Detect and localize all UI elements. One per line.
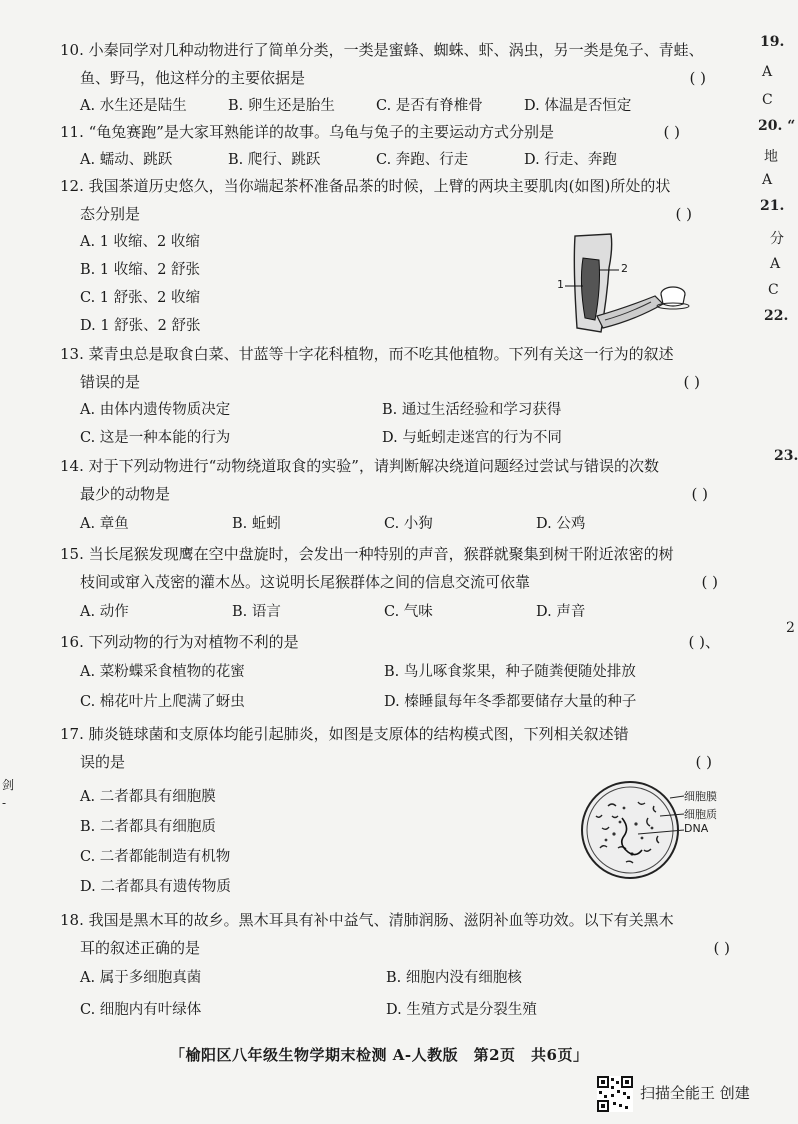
right-col-text: C bbox=[768, 282, 779, 298]
right-col-text: A bbox=[770, 256, 781, 272]
answer-parenthesis: ( ) bbox=[713, 939, 730, 957]
margin-mark: - bbox=[2, 796, 7, 810]
question-18 bbox=[60, 906, 730, 962]
option-d: D. 生殖方式是分裂生殖 bbox=[386, 1002, 537, 1018]
question-11 bbox=[60, 118, 720, 146]
question-16 bbox=[60, 628, 720, 656]
right-col-text: 21. bbox=[760, 198, 785, 214]
option-d: D. 与蚯蚓走迷宫的行为不同 bbox=[382, 430, 562, 446]
dna-label: DNA bbox=[684, 822, 709, 835]
option-d: D. 公鸡 bbox=[536, 516, 586, 532]
option-c: C. 是否有脊椎骨 bbox=[376, 98, 483, 114]
question-17-stem: 17. 肺炎链球菌和支原体均能引起肺炎，如图是支原体的结构模式图，下列相关叙述错 bbox=[60, 725, 629, 743]
question-10-stem: 10. 小秦同学对几种动物进行了简单分类，一类是蜜蜂、蜘蛛、虾、涡虫，另一类是兔子、青蛙、 bbox=[60, 41, 704, 59]
answer-parenthesis: ( ) bbox=[691, 485, 708, 503]
right-col-text: 19. bbox=[760, 34, 785, 50]
option-a: A. 由体内遗传物质决定 bbox=[80, 402, 231, 418]
option-a: A. 属于多细胞真菌 bbox=[80, 970, 202, 986]
option-a: A. 二者都具有细胞膜 bbox=[80, 789, 216, 805]
question-13-stem: 13. 菜青虫总是取食白菜、甘蓝等十字花科植物，而不吃其他植物。下列有关这一行为的叙述 bbox=[60, 345, 674, 363]
option-c: C. 棉花叶片上爬满了蚜虫 bbox=[80, 694, 245, 710]
option-c: C. 细胞内有叶绿体 bbox=[80, 1002, 202, 1018]
question-11-stem: 11. “龟兔赛跑”是大家耳熟能详的故事。乌龟与兔子的主要运动方式分别是 bbox=[60, 123, 554, 141]
question-18-stem: 18. 我国是黑木耳的故乡。黑木耳具有补中益气、清肺润肠、滋阴补血等功效。以下有关黑木 bbox=[60, 911, 674, 929]
question-15-stem-cont: 枝间或窜入茂密的灌木丛。这说明长尾猴群体之间的信息交流可依靠 bbox=[80, 573, 531, 591]
option-d: D. 体温是否恒定 bbox=[524, 98, 632, 114]
answer-parenthesis: ( )、 bbox=[688, 633, 720, 651]
right-col-text: C bbox=[762, 92, 773, 108]
right-col-text: 分 bbox=[770, 231, 784, 247]
qr-code-icon bbox=[597, 1076, 633, 1112]
option-a: A. 章鱼 bbox=[80, 516, 129, 532]
option-d: D. 声音 bbox=[536, 604, 586, 620]
scanner-watermark: 扫描全能王 创建 bbox=[640, 1084, 750, 1102]
option-b: B. 蚯蚓 bbox=[232, 516, 281, 532]
option-b: B. 二者都具有细胞质 bbox=[80, 819, 216, 835]
question-12-options bbox=[80, 228, 201, 340]
question-17-options bbox=[80, 782, 231, 902]
muscle-label-2: 2 bbox=[621, 262, 628, 275]
question-16-stem: 16. 下列动物的行为对植物不利的是 bbox=[60, 633, 299, 651]
option-b: B. 爬行、跳跃 bbox=[228, 152, 321, 168]
answer-parenthesis: ( ) bbox=[663, 123, 680, 141]
question-14-stem-cont: 最少的动物是 bbox=[80, 485, 171, 503]
right-col-text: A bbox=[762, 64, 773, 80]
adjacent-page-column bbox=[752, 0, 798, 700]
muscle-label-1: 1 bbox=[557, 278, 564, 291]
answer-parenthesis: ( ) bbox=[675, 205, 692, 223]
answer-parenthesis: ( ) bbox=[701, 573, 718, 591]
option-d: D. 行走、奔跑 bbox=[524, 152, 617, 168]
arm-muscle-illustration bbox=[555, 228, 705, 336]
option-a: A. 菜粉蝶采食植物的花蜜 bbox=[80, 664, 245, 680]
question-12 bbox=[60, 172, 720, 228]
option-b: B. 卵生还是胎生 bbox=[228, 98, 335, 114]
option-c: C. 这是一种本能的行为 bbox=[80, 430, 231, 446]
page-footer: 「榆阳区八年级生物学期末检测 A-人教版 第2页 共6页」 bbox=[170, 1046, 589, 1064]
option-b: B. 鸟儿啄食浆果，种子随粪便随处排放 bbox=[384, 664, 636, 680]
option-b: B. 通过生活经验和学习获得 bbox=[382, 402, 562, 418]
option-d: D. 二者都具有遗传物质 bbox=[80, 879, 231, 895]
option-c: C. 1 舒张、2 收缩 bbox=[80, 290, 200, 306]
option-a: A. 1 收缩、2 收缩 bbox=[80, 234, 200, 250]
right-col-text: 23. bbox=[774, 448, 798, 464]
option-a: A. 水生还是陆生 bbox=[80, 98, 187, 114]
option-c: C. 奔跑、行走 bbox=[376, 152, 469, 168]
question-13 bbox=[60, 340, 720, 396]
right-col-text: 地 bbox=[764, 149, 778, 165]
question-14 bbox=[60, 452, 720, 508]
question-18-stem-cont: 耳的叙述正确的是 bbox=[80, 939, 201, 957]
option-d: D. 榛睡鼠每年冬季都要储存大量的种子 bbox=[384, 694, 637, 710]
question-17 bbox=[60, 720, 720, 776]
option-b: B. 细胞内没有细胞核 bbox=[386, 970, 522, 986]
question-12-stem: 12. 我国茶道历史悠久，当你端起茶杯准备品茶的时候，上臂的两块主要肌肉(如图)所处的状 bbox=[60, 177, 671, 195]
answer-parenthesis: ( ) bbox=[683, 373, 700, 391]
right-col-text: 2 bbox=[786, 620, 795, 636]
option-c: C. 二者都能制造有机物 bbox=[80, 849, 231, 865]
question-10-stem-cont: 鱼、野马，他这样分的主要依据是 bbox=[80, 69, 306, 87]
option-b: B. 1 收缩、2 舒张 bbox=[80, 262, 201, 278]
option-b: B. 语言 bbox=[232, 604, 281, 620]
arm-muscle-figure bbox=[555, 228, 705, 336]
option-d: D. 1 舒张、2 舒张 bbox=[80, 318, 201, 334]
right-col-text: 20. “ bbox=[758, 118, 796, 134]
mycoplasma-figure bbox=[578, 778, 728, 882]
right-col-text: 22. bbox=[764, 308, 789, 324]
answer-parenthesis: ( ) bbox=[689, 69, 706, 87]
cell-membrane-label: 细胞膜 bbox=[684, 790, 717, 803]
question-13-stem-cont: 错误的是 bbox=[80, 373, 141, 391]
question-15 bbox=[60, 540, 720, 596]
question-14-stem: 14. 对于下列动物进行“动物绕道取食的实验”，请判断解决绕道问题经过尝试与错误的次数 bbox=[60, 457, 659, 475]
answer-parenthesis: ( ) bbox=[695, 753, 712, 771]
cytoplasm-label: 细胞质 bbox=[684, 808, 717, 821]
option-a: A. 蠕动、跳跃 bbox=[80, 152, 173, 168]
margin-mark: 剑 bbox=[2, 778, 15, 792]
question-10 bbox=[60, 36, 720, 92]
question-17-stem-cont: 误的是 bbox=[80, 753, 126, 771]
option-a: A. 动作 bbox=[80, 604, 129, 620]
option-c: C. 小狗 bbox=[384, 516, 433, 532]
option-c: C. 气味 bbox=[384, 604, 433, 620]
question-15-stem: 15. 当长尾猴发现鹰在空中盘旋时，会发出一种特别的声音，猴群就聚集到树干附近浓密的树 bbox=[60, 545, 674, 563]
right-col-text: A bbox=[762, 172, 773, 188]
question-12-stem-cont: 态分别是 bbox=[80, 205, 141, 223]
